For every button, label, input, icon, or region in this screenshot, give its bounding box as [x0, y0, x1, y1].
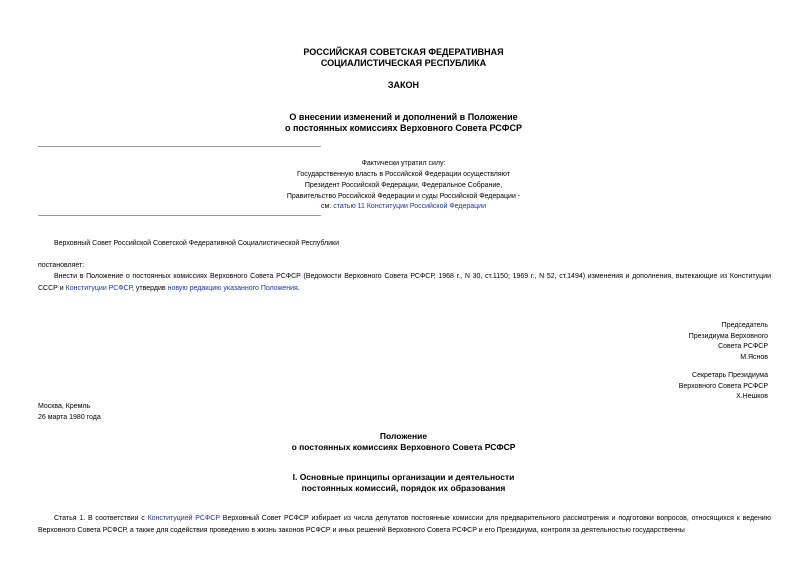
date: 26 марта 1980 года	[38, 413, 101, 421]
document-title-line-1: О внесении изменений и дополнений в Положение	[289, 112, 518, 122]
constitution-article-11-link[interactable]: статью 11 Конституции Российской Федерации	[333, 203, 486, 210]
resolution-text-part-3: .	[297, 284, 300, 292]
chairman-name: М.Яснов	[740, 353, 768, 361]
header-line-1: РОССИЙСКАЯ СОВЕТСКАЯ ФЕДЕРАТИВНАЯ	[303, 47, 504, 57]
secretary-signature-block	[679, 371, 768, 403]
resolution-text-part-1: Внести в Положение о постоянных комиссиях Верховного Совета РСФСР (Ведомости Верховного Совета РСФСР, 1968 г., N 30, ст.1150; 1969 г., N 52, ст.1494) изменения и дополнения, вытекающие из Конституции СССР и	[38, 273, 771, 292]
section-heading-line-2: постоянных комиссий, порядок их образования	[301, 483, 506, 493]
article-1-prefix: Статья 1. В соответствии с	[54, 515, 145, 522]
constitution-rsfsr-article-link[interactable]: Конституцией РСФСР	[147, 515, 220, 522]
secretary-title-2: Верховного Совета РСФСР	[678, 382, 768, 390]
secretary-title-1: Секретарь Президиума	[692, 372, 768, 379]
header-line-2: СОЦИАЛИСТИЧЕСКАЯ РЕСПУБЛИКА	[320, 58, 487, 68]
resolution-text-part-2: , утвердив	[132, 284, 166, 292]
place-date-block	[38, 402, 101, 423]
article-1-paragraph	[38, 513, 771, 537]
new-edition-link[interactable]: новую редакцию указанного Положения	[167, 284, 298, 292]
status-note-line-1: Фактически утратил силу:	[361, 160, 446, 167]
issuer-text: Верховный Совет Российской Советской Федеративной Социалистической Республики	[54, 240, 339, 247]
divider-top	[38, 146, 321, 147]
place: Москва, Кремль	[38, 403, 91, 410]
chairman-title-2: Президиума Верховного	[688, 332, 768, 340]
status-note-see-prefix: см.	[321, 203, 332, 210]
chairman-title-1: Председатель	[721, 322, 768, 329]
resolution-paragraph	[38, 271, 771, 294]
regulation-title-line-2: о постоянных комиссиях Верховного Совета РСФСР	[291, 442, 516, 452]
secretary-name: Х.Нешков	[736, 393, 768, 400]
divider-bottom	[38, 215, 321, 216]
status-note-line-3: Президент Российской Федерации, Федеральное Собрание,	[304, 182, 503, 189]
regulation-title-line-1: Положение	[379, 431, 428, 441]
chairman-title-3: Совета РСФСР	[718, 343, 768, 350]
document-title-line-2: о постоянных комиссиях Верховного Совета РСФСР	[285, 123, 522, 133]
status-note-line-2: Государственную власть в Российской Федерации осуществляют	[297, 171, 510, 178]
status-note-line-4: Правительство Российской Федерации и суды Российской Федерации -	[286, 193, 521, 200]
document-type: ЗАКОН	[387, 80, 420, 90]
constitution-rsfsr-link[interactable]: Конституции РСФСР	[65, 284, 133, 292]
section-heading-line-1: I. Основные принципы организации и деятельности	[292, 472, 515, 482]
chairman-signature-block	[689, 321, 768, 363]
status-note-line-5	[0, 201, 807, 213]
article-1-text: Верховный Совет РСФСР избирает из числа депутатов постоянные комиссии для предварительного рассмотрения и подготовки вопросов, относящихся к ведению Верховного Совета РСФСР, а также для содействия проведению в жизнь законов РСФСР и иных решений Верховного Совета РСФСР и его Президиума, контроля за деятельностью государственны	[38, 515, 771, 534]
resolves-text: постановляет:	[38, 262, 85, 269]
